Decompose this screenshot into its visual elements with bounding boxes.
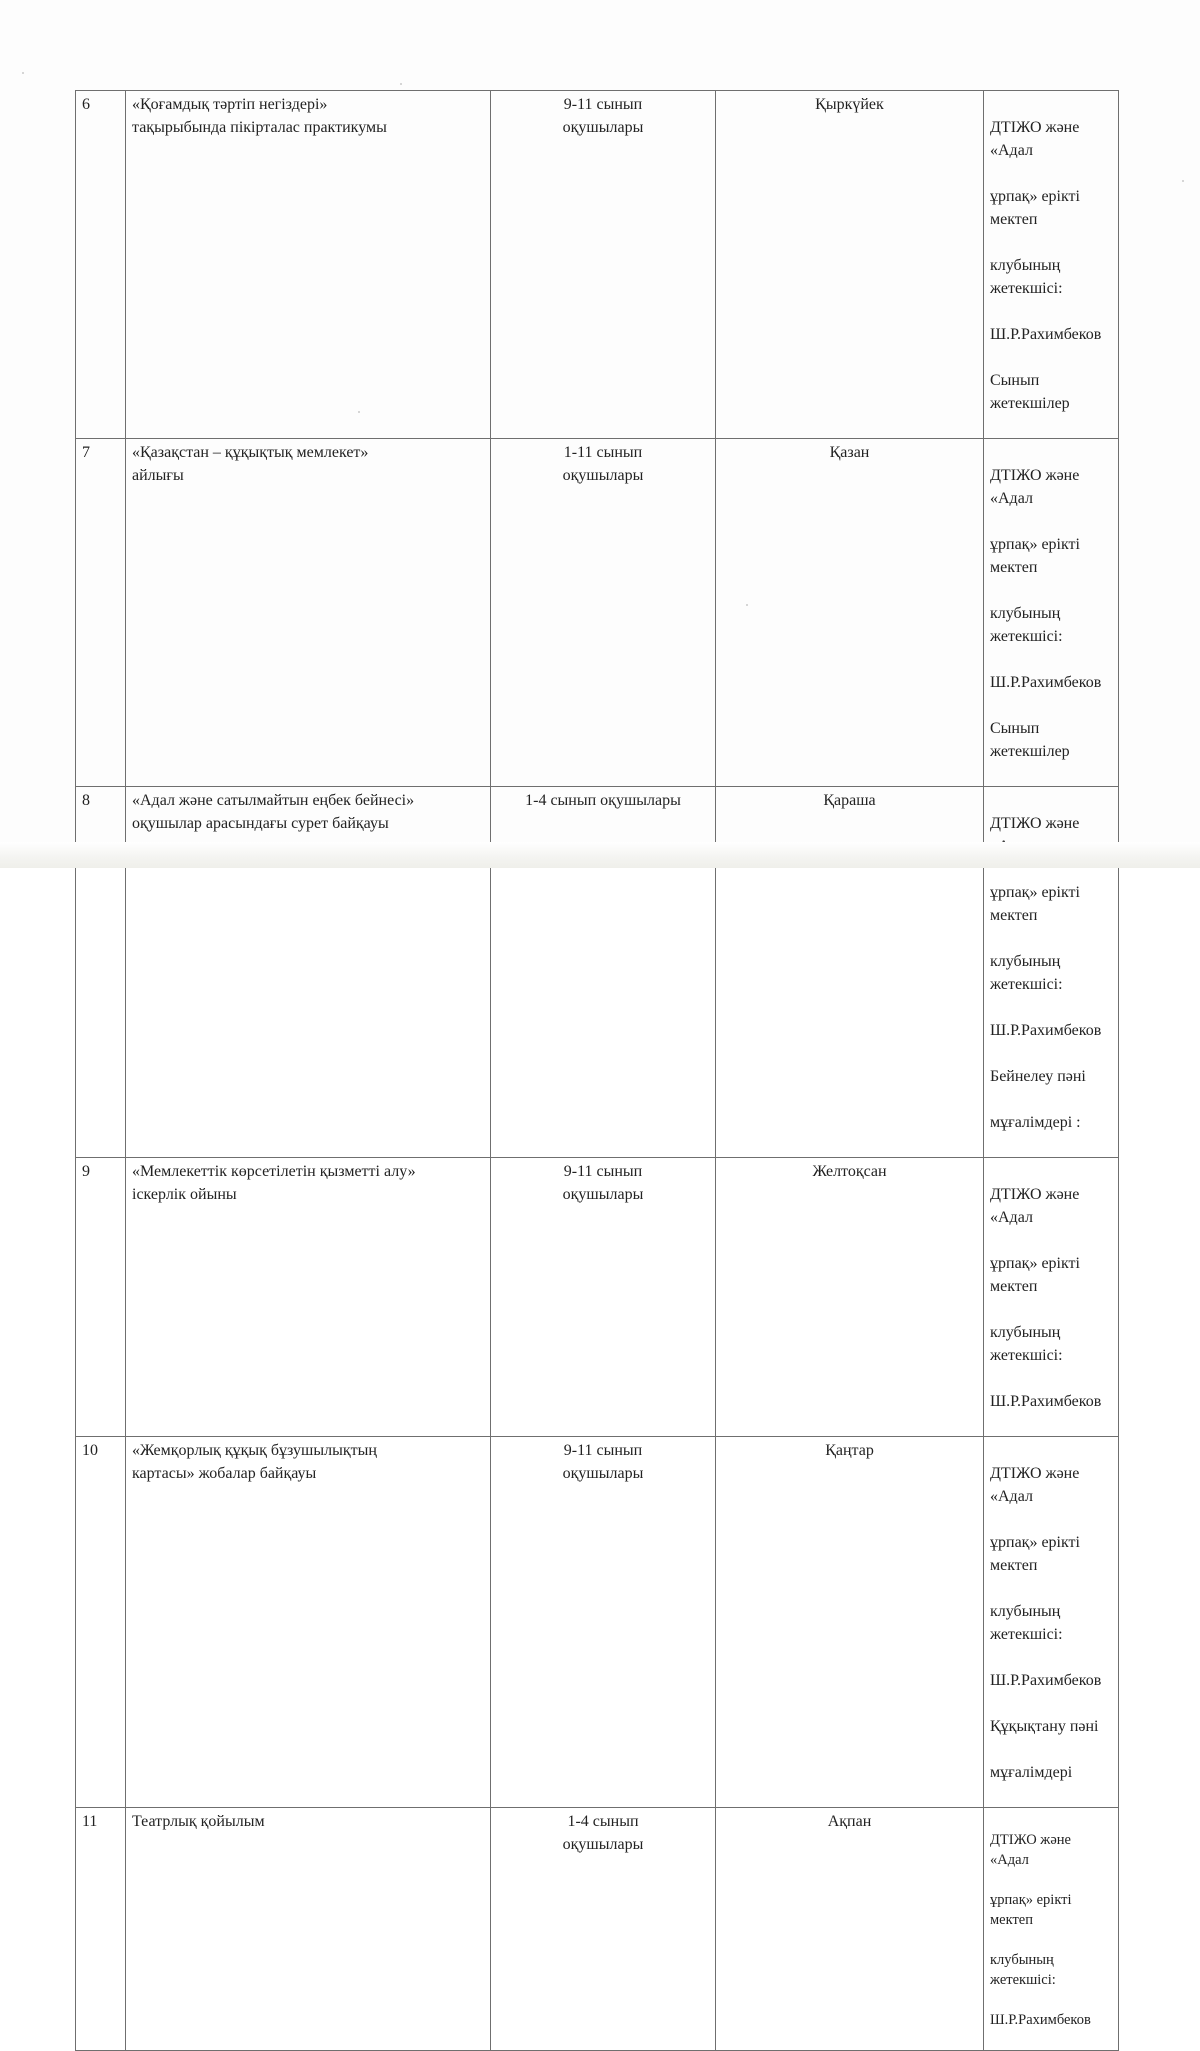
audience-cell: [491, 1437, 716, 1808]
responsible-text: ұрпақ» ерікті мектеп: [990, 1255, 1080, 1295]
row-number: 6: [76, 91, 126, 439]
responsible-text: клубының жетекшісі:: [990, 1324, 1063, 1364]
event-cell: [126, 1437, 491, 1808]
audience-text: 9-11 сынып: [563, 1442, 643, 1459]
audience-cell: [491, 1158, 716, 1437]
responsible-text: Ш.Р.Рахимбеков: [990, 1393, 1102, 1410]
event-text: тақырыбында пікірталас практикумы: [132, 119, 387, 136]
audience-text: 9-11 сынып: [563, 1163, 643, 1180]
audience-text: оқушылары: [562, 1186, 644, 1203]
audience-text: оқушылары: [562, 467, 644, 484]
responsible-text: Ш.Р.Рахимбеков: [990, 1672, 1102, 1689]
responsible-text: Құқықтану пәні: [990, 1718, 1099, 1735]
responsible-text: ұрпақ» ерікті мектеп: [990, 536, 1080, 576]
scan-speck: [1182, 180, 1184, 182]
table-row: [76, 439, 1119, 787]
table-row: [76, 1158, 1119, 1437]
event-cell: [126, 439, 491, 787]
responsible-text: клубының жетекшісі:: [990, 1603, 1063, 1643]
responsible-text: клубының жетекшісі:: [990, 1952, 1056, 1988]
event-text: айлығы: [132, 467, 184, 484]
event-cell: [126, 1808, 491, 2051]
events-table: [75, 90, 1119, 2051]
responsible-cell: [984, 91, 1119, 439]
event-text: «Мемлекеттік көрсетілетін қызметті алу»: [132, 1163, 416, 1180]
responsible-text: Ш.Р.Рахимбеков: [990, 2012, 1091, 2028]
responsible-text: ұрпақ» ерікті мектеп: [990, 884, 1080, 924]
responsible-text: клубының жетекшісі:: [990, 605, 1063, 645]
responsible-text: ДТІЖО және «Адал: [990, 119, 1080, 159]
scan-speck: [22, 72, 24, 74]
audience-text: 1-4 сынып оқушылары: [525, 792, 681, 809]
responsible-cell: [984, 1437, 1119, 1808]
responsible-text: Ш.Р.Рахимбеков: [990, 1022, 1102, 1039]
responsible-text: ұрпақ» ерікті мектеп: [990, 1534, 1080, 1574]
date-cell: Қаңтар: [716, 1437, 984, 1808]
date-cell: Қазан: [716, 439, 984, 787]
event-text: оқушылар арасындағы сурет байқауы: [132, 815, 389, 832]
responsible-text: Сынып жетекшілер: [990, 372, 1070, 412]
event-cell: [126, 91, 491, 439]
scan-speck: [400, 83, 402, 85]
responsible-text: мұғалімдері: [990, 1764, 1073, 1781]
row-number: 8: [76, 787, 126, 1158]
table-row: [76, 91, 1119, 439]
row-number: 11: [76, 1808, 126, 2051]
responsible-cell: [984, 1808, 1119, 2051]
audience-text: оқушылары: [562, 119, 644, 136]
date-cell: Қараша: [716, 787, 984, 1158]
date-cell: Ақпан: [716, 1808, 984, 2051]
table-row: [76, 1808, 1119, 2051]
responsible-text: ДТІЖО және «Адал: [990, 467, 1080, 507]
responsible-text: ұрпақ» ерікті мектеп: [990, 1892, 1072, 1928]
audience-text: 9-11 сынып: [563, 96, 643, 113]
responsible-text: Ш.Р.Рахимбеков: [990, 674, 1102, 691]
date-cell: Желтоқсан: [716, 1158, 984, 1437]
responsible-text: Ш.Р.Рахимбеков: [990, 326, 1102, 343]
responsible-text: клубының жетекшісі:: [990, 953, 1063, 993]
date-cell: Қыркүйек: [716, 91, 984, 439]
responsible-text: Бейнелеу пәні: [990, 1068, 1086, 1085]
responsible-text: ДТІЖО және «Адал: [990, 1832, 1071, 1868]
table-row: [76, 1437, 1119, 1808]
responsible-text: клубының жетекшісі:: [990, 257, 1063, 297]
responsible-text: мұғалімдері :: [990, 1114, 1081, 1131]
audience-text: оқушылары: [562, 1465, 644, 1482]
responsible-text: ДТІЖО және «Адал: [990, 1465, 1080, 1505]
audience-text: 1-4 сынып: [567, 1813, 639, 1830]
responsible-text: ДТІЖО және «Адал: [990, 1186, 1080, 1226]
event-text: «Адал және сатылмайтын еңбек бейнесі»: [132, 792, 415, 809]
event-text: картасы» жобалар байқауы: [132, 1465, 317, 1482]
scan-bottom-edge: [0, 842, 1200, 868]
audience-cell: [491, 1808, 716, 2051]
audience-cell: [491, 439, 716, 787]
responsible-text: ұрпақ» ерікті мектеп: [990, 188, 1080, 228]
event-text: «Қоғамдық тәртіп негіздері»: [132, 96, 328, 113]
event-cell: [126, 1158, 491, 1437]
audience-text: 1-11 сынып: [563, 444, 643, 461]
responsible-cell: [984, 1158, 1119, 1437]
event-text: «Жемқорлық құқық бұзушылықтың: [132, 1442, 377, 1459]
responsible-text: ДТІЖО және: [990, 815, 1080, 832]
responsible-text: Сынып жетекшілер: [990, 720, 1070, 760]
row-number: 9: [76, 1158, 126, 1437]
audience-text: оқушылары: [562, 1836, 644, 1853]
row-number: 7: [76, 439, 126, 787]
event-text: «Қазақстан – құқықтық мемлекет»: [132, 444, 369, 461]
responsible-cell: [984, 439, 1119, 787]
event-text: Театрлық қойылым: [132, 1813, 265, 1830]
audience-cell: [491, 91, 716, 439]
event-text: іскерлік ойыны: [132, 1186, 237, 1203]
row-number: 10: [76, 1437, 126, 1808]
